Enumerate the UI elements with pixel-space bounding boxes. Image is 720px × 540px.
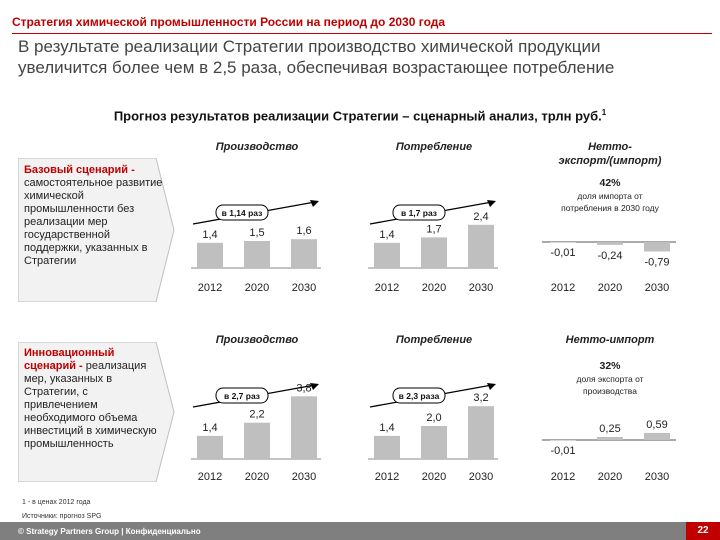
scenario-innovation-description: реализация мер, указанных в Стратегии, с привлечением необходимого объема инвестиций в химическую промышленность: [24, 360, 157, 450]
note-value: 32%: [599, 360, 621, 372]
growth-arrow-head: [487, 200, 496, 207]
bar-value-label: 1,4: [379, 228, 395, 241]
x-tick-label: 2020: [421, 471, 447, 483]
bar: [421, 426, 447, 459]
bar-value-label: 2,4: [473, 210, 489, 223]
bar: [244, 423, 270, 459]
bar: [550, 242, 576, 243]
bar: [644, 433, 670, 440]
chart-subtitle-footnote-mark: 1: [601, 108, 607, 117]
chart-subtitle-text: Прогноз результатов реализации Стратегии – сценарный анализ, трлн руб.: [113, 108, 602, 124]
panel-title-line-1: Нетто-: [588, 141, 632, 153]
bar: [644, 242, 670, 251]
x-tick-label: 2012: [197, 471, 223, 483]
bar: [374, 243, 400, 268]
bar-value-label: 2,2: [249, 408, 265, 421]
x-tick-label: 2030: [468, 471, 494, 483]
note-line-1: доля импорта от: [577, 191, 643, 201]
footer-text: © Strategy Partners Group | Конфиденциально: [18, 527, 201, 536]
panel-title: Производство: [215, 141, 299, 153]
bar-value-label: 3,8: [296, 382, 312, 395]
bar: [421, 237, 447, 268]
scenario-innovation-label: Инновационный сценарий -: [24, 347, 115, 372]
bar-value-label: 1,4: [202, 421, 218, 434]
bar-value-label: 1,4: [202, 228, 218, 241]
x-tick-label: 2020: [244, 471, 270, 483]
note-line-2: потребления в 2030 году: [561, 203, 659, 213]
bar-value-label: 1,7: [426, 223, 442, 236]
headline-line-1: В результате реализации Стратегии производство химической продукции: [18, 37, 601, 56]
panel-title: Потребление: [395, 334, 473, 346]
growth-label: в 2,7 раз: [223, 391, 261, 401]
x-tick-label: 2030: [644, 282, 670, 294]
bar: [468, 225, 494, 268]
bar: [468, 406, 494, 459]
x-tick-label: 2030: [291, 282, 317, 294]
footnote: 1 - в ценах 2012 года: [22, 499, 91, 506]
x-tick-label: 2030: [291, 471, 317, 483]
panel-title: Производство: [215, 334, 299, 346]
page-number: 22: [686, 522, 720, 540]
bar: [291, 239, 317, 268]
bar: [197, 243, 223, 268]
x-tick-label: 2030: [644, 471, 670, 483]
bar: [550, 440, 576, 441]
source-note: Источники: прогноз SPG: [22, 513, 102, 520]
x-tick-label: 2012: [550, 282, 576, 294]
bar-value-label: -0,01: [550, 445, 576, 458]
growth-arrow-head: [310, 200, 319, 207]
bar-value-label: 1,6: [296, 225, 312, 238]
x-tick-label: 2030: [468, 282, 494, 294]
bar: [197, 436, 223, 459]
scenario-base-label: Базовый сценарий -: [24, 164, 135, 176]
growth-label: в 1,7 раз: [400, 208, 438, 218]
x-tick-label: 2012: [374, 282, 400, 294]
x-tick-label: 2012: [374, 471, 400, 483]
growth-arrow-head: [487, 383, 496, 390]
bar-value-label: 0,59: [646, 418, 668, 431]
bar-value-label: 3,2: [473, 392, 489, 405]
bar: [244, 241, 270, 268]
bar: [291, 396, 317, 459]
bar: [374, 436, 400, 459]
bar-value-label: 0,25: [599, 423, 621, 435]
x-tick-label: 2012: [550, 471, 576, 483]
bar-value-label: 1,5: [249, 227, 265, 239]
note-value: 42%: [599, 177, 621, 189]
bar-value-label: 2,0: [426, 412, 442, 424]
growth-label: в 1,14 раз: [221, 208, 263, 218]
bar-value-label: 1,4: [379, 421, 395, 434]
scenario-base-description: самостоятельное развитие химической промышленности без реализации мер государственной поддержки, указанных в Стратегии: [24, 177, 163, 267]
headline-line-2: увеличится более чем в 2,5 раза, обеспечивая возрастающее потребление: [18, 58, 615, 77]
bar: [597, 242, 623, 245]
x-tick-label: 2020: [244, 282, 270, 294]
panel-title-line-2: экспорт/(импорт): [558, 155, 662, 167]
x-tick-label: 2020: [597, 471, 623, 483]
panel-title: Нетто-импорт: [565, 334, 655, 346]
note-line-1: доля экспорта от: [576, 374, 644, 384]
bar-value-label: -0,01: [550, 247, 576, 260]
slide-header-title: Стратегия химической промышленности России на период до 2030 года: [12, 15, 446, 29]
growth-label: в 2,3 раза: [398, 391, 440, 401]
bar: [597, 437, 623, 440]
x-tick-label: 2020: [421, 282, 447, 294]
bar-value-label: -0,79: [644, 256, 670, 269]
panel-title: Потребление: [395, 141, 473, 153]
bar-value-label: -0,24: [597, 249, 623, 262]
x-tick-label: 2020: [597, 282, 623, 294]
x-tick-label: 2012: [197, 282, 223, 294]
note-line-2: производства: [583, 386, 637, 396]
